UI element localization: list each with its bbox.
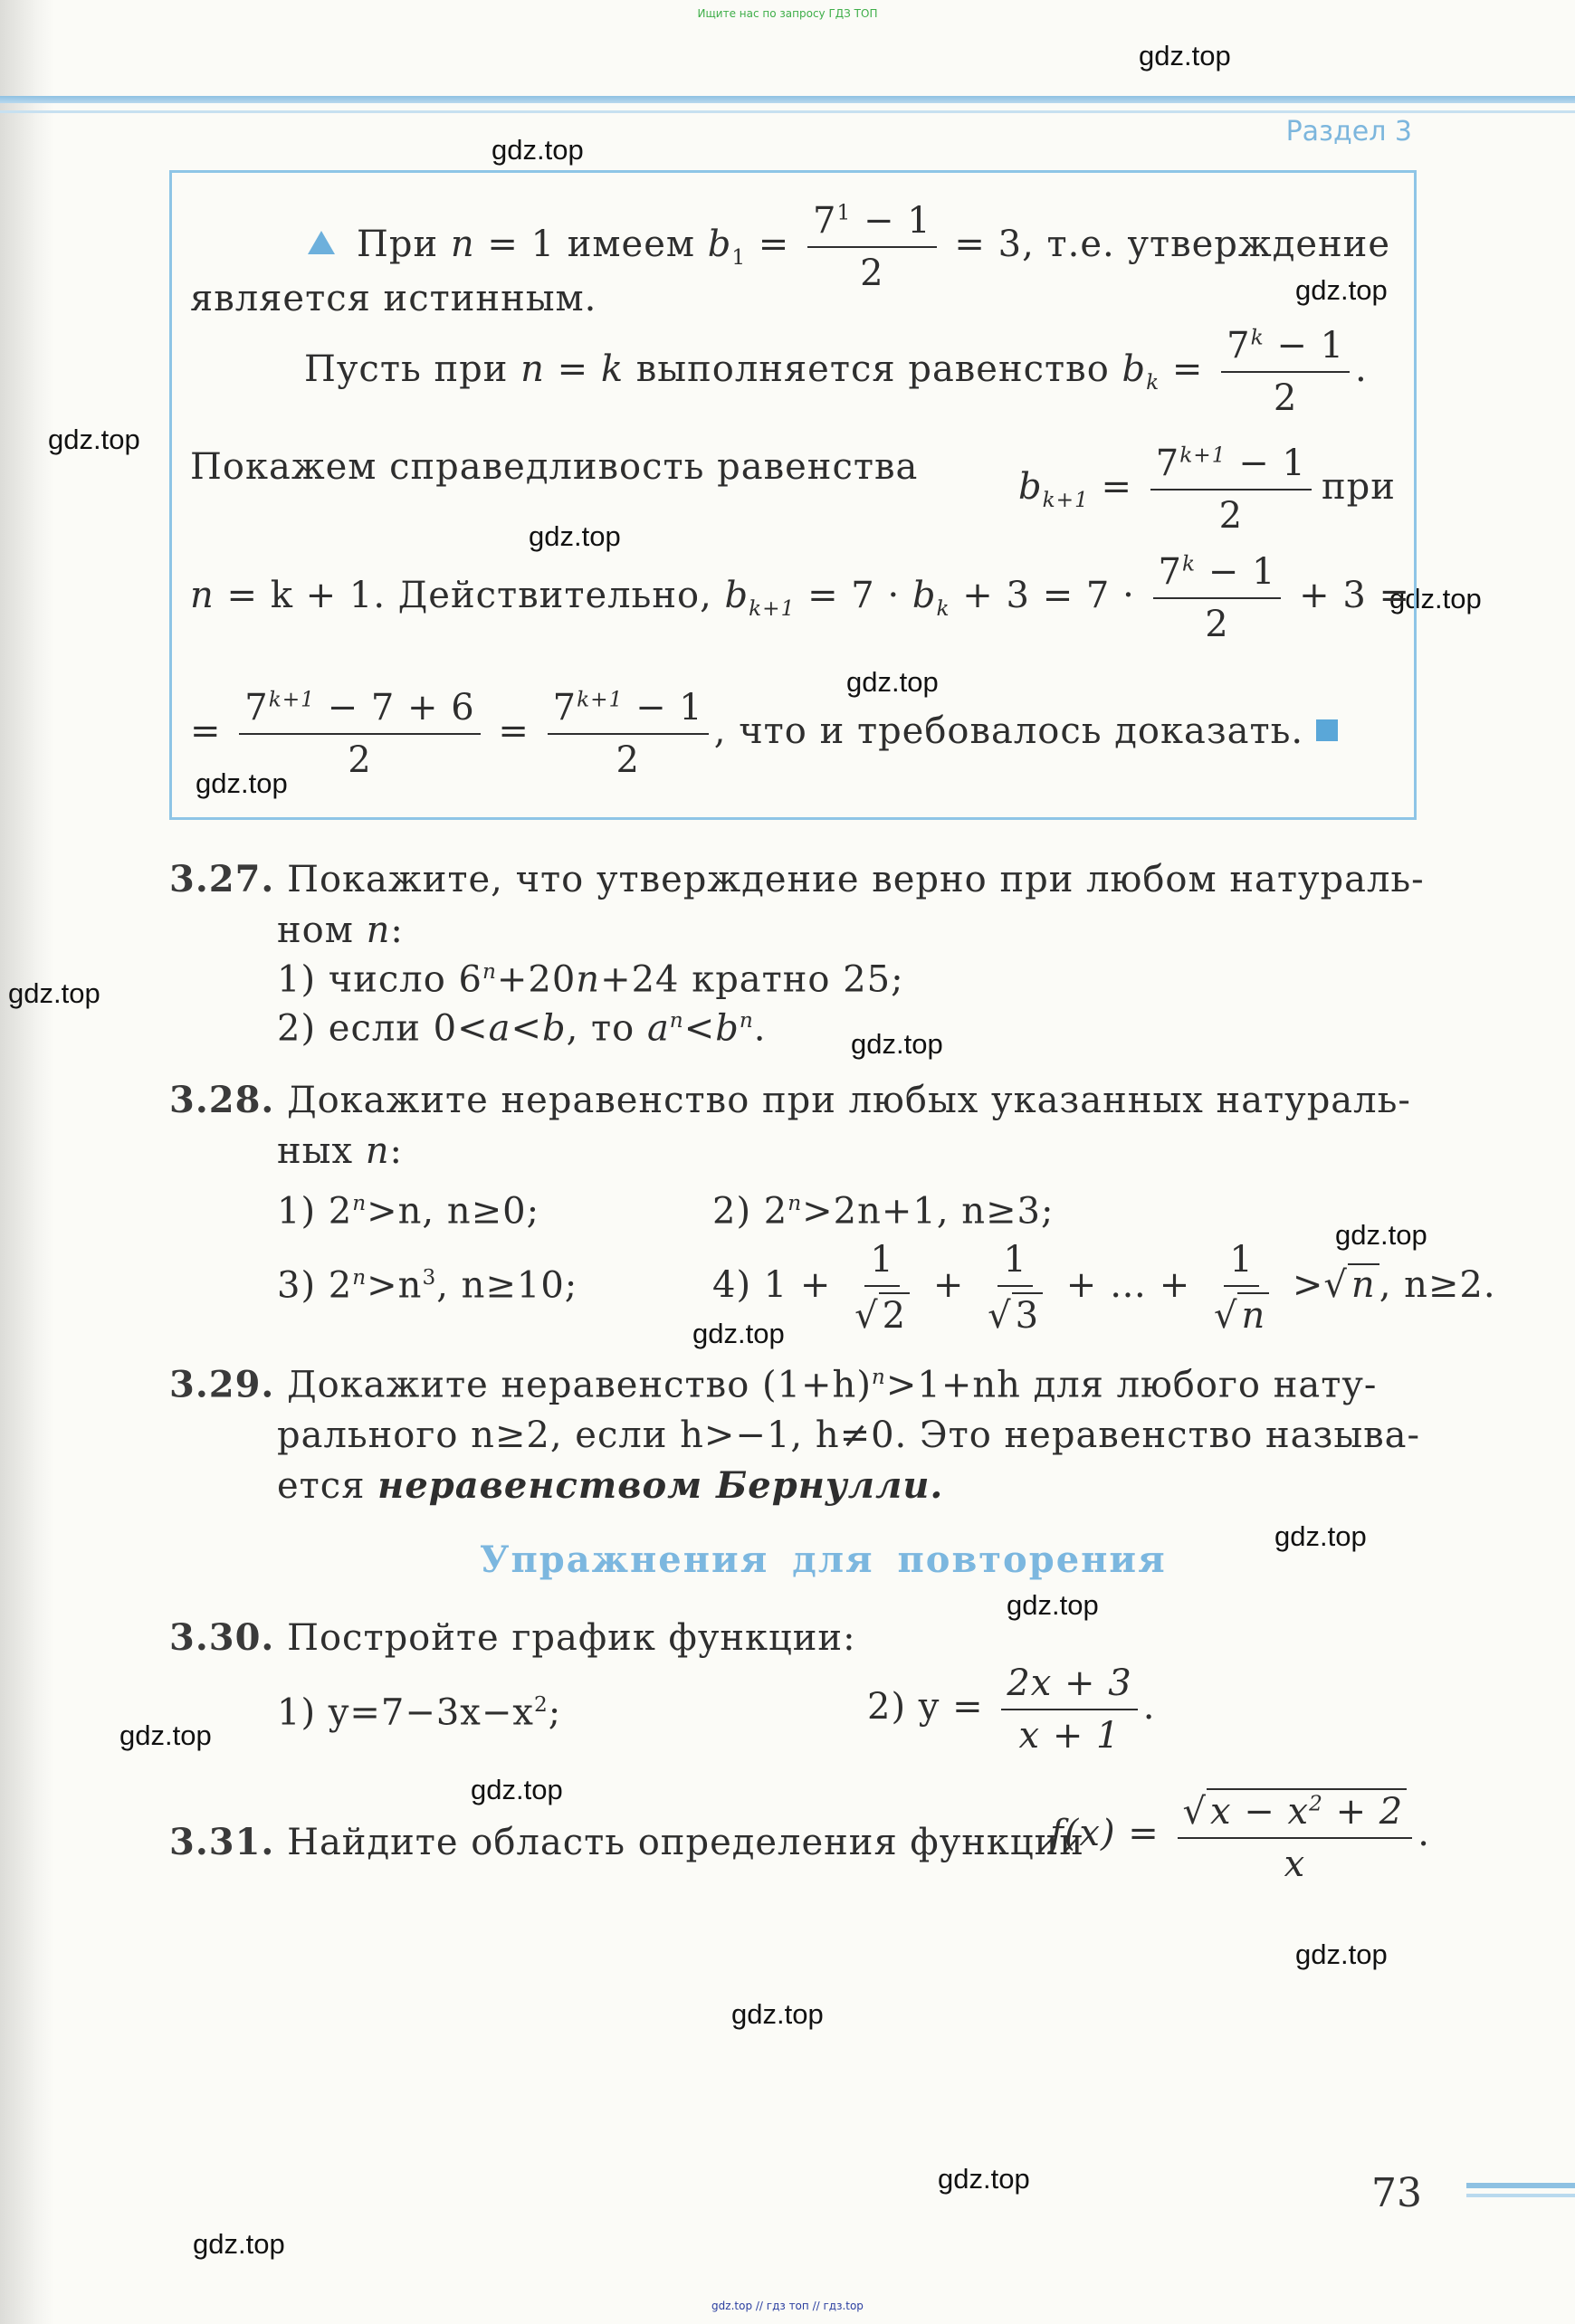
proof-line-1: При n = 1 имеем $b_1$ = $\frac{7^1 - 1}{2}$ = 3, т.е. утверждение xyxy=(308,201,1390,293)
fraction: $\frac{√ x - x^2 + 2}{x}$ xyxy=(1178,1788,1413,1884)
exercise-3-27-item2: 2) если 0<a<b, то $a^n<b^n$. xyxy=(277,1007,767,1050)
header-rule-thin xyxy=(0,110,1575,113)
exercise-3-27: 3.27. Покажите, что утверждение верно при любом натураль- xyxy=(169,858,1425,900)
watermark: gdz.top xyxy=(938,2163,1030,2195)
exercise-3-29: 3.29. Докажите неравенство $(1+h)^n>1+nh$ для любого нату- xyxy=(169,1363,1378,1406)
exercise-3-30-item2: 2) y = $\frac{2x + 3}{x + 1}$ . xyxy=(867,1662,1156,1757)
header-rule xyxy=(0,96,1575,103)
watermark: gdz.top xyxy=(846,666,939,698)
exercise-3-31: 3.31. Найдите область определения функции xyxy=(169,1821,1084,1863)
page-number: 73 xyxy=(1371,2170,1422,2216)
watermark: gdz.top xyxy=(48,424,140,455)
watermark: gdz.top xyxy=(851,1028,943,1060)
watermark: gdz.top xyxy=(1295,274,1388,306)
watermark: gdz.top xyxy=(492,134,584,166)
proof-line-2: является истинным. xyxy=(190,278,597,319)
watermark: gdz.top xyxy=(193,2228,285,2260)
proof-line-4: Покажем справедливость равенства xyxy=(190,446,919,488)
fraction: $\frac{7^{k+1} - 1}{2}$ xyxy=(548,688,709,780)
exercise-3-28-line2: ных n: xyxy=(277,1130,404,1172)
exercise-3-28-item3: 3) $2^n>n^3$, n≥10; xyxy=(277,1264,578,1307)
fraction: $\frac{7^{k+1} - 7 + 6}{2}$ xyxy=(239,688,480,780)
watermark: gdz.top xyxy=(692,1318,785,1349)
page-number-rule-thin xyxy=(1466,2194,1575,2197)
exercise-3-27-line2: ном n: xyxy=(277,910,404,951)
proof-line-3: Пусть при n = k выполняется равенство $b_k$ = $\frac{7^k - 1}{2}$ . xyxy=(304,325,1368,419)
watermark: gdz.top xyxy=(196,767,288,799)
bottom-banner[interactable]: gdz.top // гдз топ // гдз.top xyxy=(711,2300,864,2312)
proof-line-4-formula: $b_{k+1}$ = $\frac{7^{k+1} - 1}{2}$ xyxy=(1018,443,1317,536)
exercise-3-28-item1: 1) $2^n>n$, n≥0; xyxy=(277,1190,540,1233)
page-number-rule xyxy=(1466,2183,1575,2188)
exercise-3-27-item1: 1) число $6^n+20n+24$ кратно 25; xyxy=(277,958,904,1001)
fraction: $\frac{7^1 - 1}{2}$ xyxy=(807,201,937,293)
triangle-icon xyxy=(308,231,335,254)
end-proof-square-icon xyxy=(1316,719,1338,741)
exercise-3-30-item1: 1) $y=7-3x-x^2$; xyxy=(277,1691,562,1734)
watermark: gdz.top xyxy=(1007,1589,1099,1621)
fraction: $\frac{1}{√ n}$ xyxy=(1208,1240,1274,1336)
watermark: gdz.top xyxy=(1335,1219,1427,1251)
exercise-3-29-line2: рального n≥2, если h>−1, h≠0. Это неравенство называ- xyxy=(277,1414,1421,1456)
exercise-3-29-line3: ется неравенством Бернулли. xyxy=(277,1464,944,1507)
proof-line-4-tail: при xyxy=(1322,466,1396,508)
fraction: $\frac{7^k - 1}{2}$ xyxy=(1153,552,1282,644)
exercise-3-28-item4: 4) 1 + $\frac{1}{√ 2}$ + $\frac{1}{√ 3}$ + … + $\frac{1}{√ n}$ >√ n , n≥2. xyxy=(712,1239,1496,1337)
fraction: $\frac{2x + 3}{x + 1}$ xyxy=(1001,1663,1137,1756)
exercise-3-28-item2: 2) $2^n>2n+1$, n≥3; xyxy=(712,1190,1055,1233)
fraction: $\frac{1}{√ 2}$ xyxy=(849,1240,915,1336)
proof-line-6: = $\frac{7^{k+1} - 7 + 6}{2}$ = $\frac{7^{k+1} - 1}{2}$ , что и требовалось доказать. xyxy=(190,688,1338,780)
exercise-3-30: 3.30. Постройте график функции: xyxy=(169,1616,856,1659)
watermark: gdz.top xyxy=(119,1719,212,1751)
watermark: gdz.top xyxy=(529,520,621,552)
watermark: gdz.top xyxy=(1389,583,1482,614)
watermark: gdz.top xyxy=(1274,1520,1367,1552)
fraction: $\frac{7^k - 1}{2}$ xyxy=(1221,326,1350,418)
fraction: $\frac{1}{√ 3}$ xyxy=(982,1240,1048,1336)
section-label: Раздел 3 xyxy=(1285,116,1412,148)
watermark: gdz.top xyxy=(471,1774,563,1805)
exercise-3-28: 3.28. Докажите неравенство при любых указанных натураль- xyxy=(169,1079,1411,1121)
section-heading: Упражнения для повторения xyxy=(480,1538,1167,1581)
watermark: gdz.top xyxy=(1139,40,1231,71)
watermark: gdz.top xyxy=(8,977,100,1009)
watermark: gdz.top xyxy=(731,1998,824,2030)
page-spine-shadow xyxy=(0,0,54,2324)
fraction: $\frac{7^{k+1} - 1}{2}$ xyxy=(1150,443,1312,536)
top-banner[interactable]: Ищите нас по запросу ГДЗ ТОП xyxy=(697,7,878,20)
exercise-3-31-formula: f(x) = $\frac{√ x - x^2 + 2}{x}$ . xyxy=(1050,1788,1430,1884)
watermark: gdz.top xyxy=(1295,1938,1388,1970)
proof-line-5: n = k + 1. Действительно, $b_{k+1} = 7 \cdot b_k + 3 = 7$ · $\frac{7^k - 1}{2}$ + 3 = xyxy=(190,551,1411,645)
